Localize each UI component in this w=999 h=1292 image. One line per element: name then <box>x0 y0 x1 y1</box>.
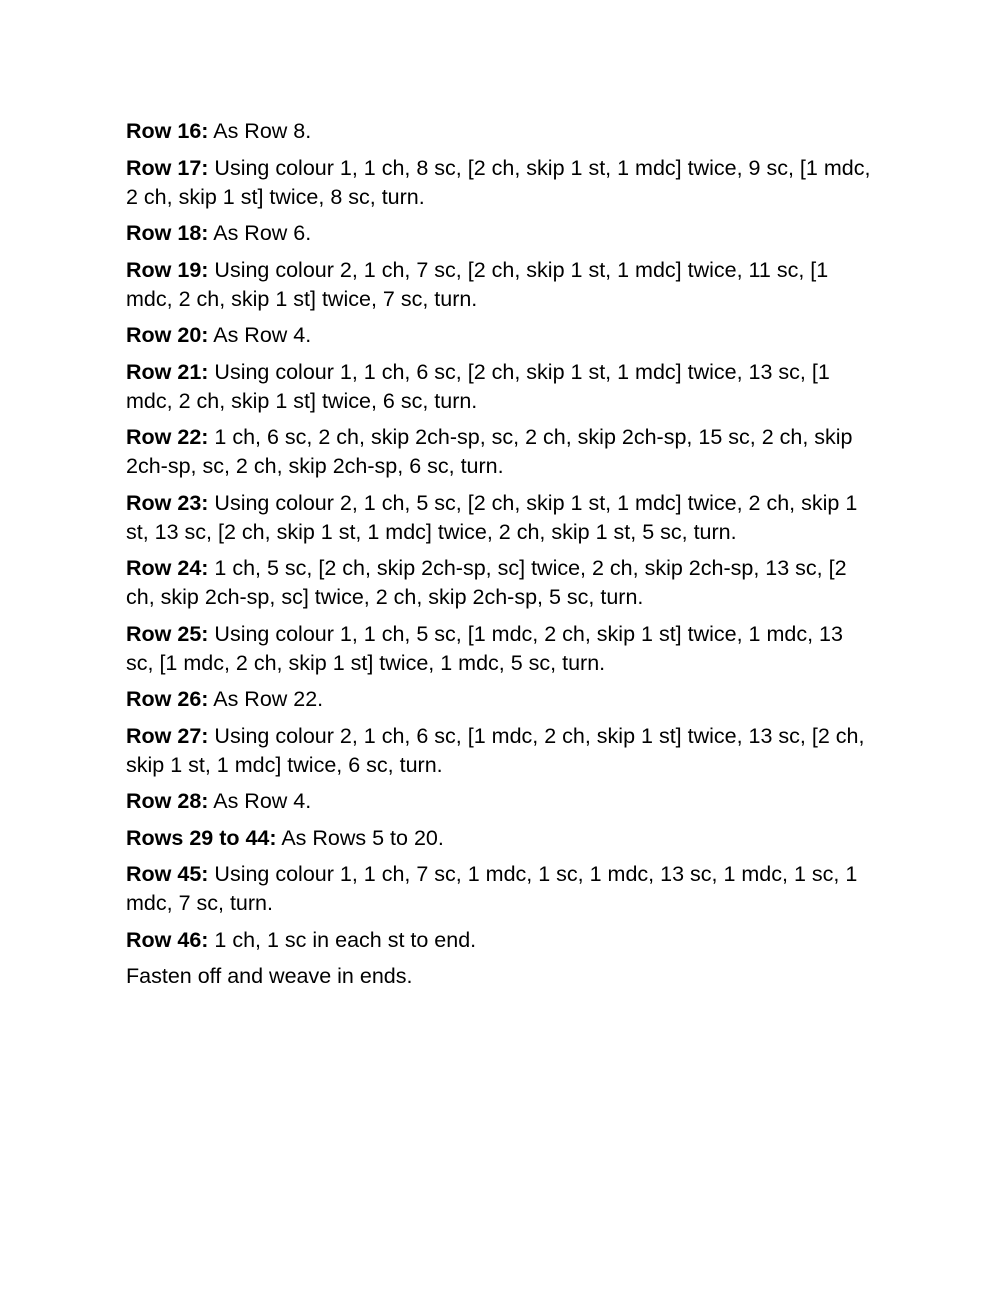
row-text: As Row 6. <box>208 221 312 245</box>
row-text: As Row 8. <box>208 119 312 143</box>
row-text: As Row 4. <box>208 789 312 813</box>
row-46-instruction <box>126 926 874 955</box>
row-label: Row 21: <box>126 359 209 384</box>
row-19-instruction <box>126 256 874 314</box>
row-label: Row 28: <box>126 789 209 813</box>
row-22-instruction <box>126 423 874 481</box>
row-text: 1 ch, 5 sc, [2 ch, skip 2ch-sp, sc] twice, 2 ch, skip 2ch-sp, 13 sc, [2 ch, skip 2ch-sp, sc] twice, 2 ch, skip 2ch-sp, 5 sc, turn. <box>126 556 847 609</box>
row-20-instruction <box>126 321 874 350</box>
row-23-instruction <box>126 489 874 547</box>
row-label: Row 24: <box>126 556 209 580</box>
row-text: 1 ch, 1 sc in each st to end. <box>208 927 477 952</box>
row-text: Using colour 1, 1 ch, 8 sc, [2 ch, skip 1 st, 1 mdc] twice, 9 sc, [1 mdc, 2 ch, skip 1 st] twice, 8 sc, turn. <box>126 155 871 209</box>
row-text: Using colour 1, 1 ch, 5 sc, [1 mdc, 2 ch, skip 1 st] twice, 1 mdc, 13 sc, [1 mdc, 2 ch, skip 1 st] twice, 1 mdc, 5 sc, turn. <box>126 621 843 675</box>
row-label: Row 46: <box>126 927 209 952</box>
closing-instruction: Fasten off and weave in ends. <box>126 964 413 988</box>
row-label: Row 23: <box>126 490 209 515</box>
row-text: As Rows 5 to 20. <box>276 825 444 850</box>
row-text: 1 ch, 6 sc, 2 ch, skip 2ch-sp, sc, 2 ch, skip 2ch-sp, 15 sc, 2 ch, skip 2ch-sp, sc, 2 ch, skip 2ch-sp, 6 sc, turn. <box>126 425 853 478</box>
rows-29-to-44-instruction <box>126 824 874 853</box>
row-label: Row 18: <box>126 221 209 245</box>
row-label: Row 19: <box>126 257 209 282</box>
row-label: Row 22: <box>126 425 209 449</box>
pattern-instructions <box>126 117 874 999</box>
row-26-instruction <box>126 685 874 714</box>
row-text: Using colour 2, 1 ch, 7 sc, [2 ch, skip 1 st, 1 mdc] twice, 11 sc, [1 mdc, 2 ch, skip 1 st] twice, 7 sc, turn. <box>126 257 829 311</box>
row-16-instruction <box>126 117 874 146</box>
row-27-instruction <box>126 722 874 780</box>
row-label: Rows 29 to 44: <box>126 825 277 850</box>
row-label: Row 16: <box>126 119 209 143</box>
row-21-instruction <box>126 358 874 416</box>
row-label: Row 25: <box>126 621 209 646</box>
row-17-instruction <box>126 154 874 212</box>
row-18-instruction <box>126 219 874 248</box>
row-label: Row 26: <box>126 687 209 711</box>
row-24-instruction <box>126 554 874 612</box>
row-text: As Row 22. <box>208 687 324 711</box>
row-label: Row 27: <box>126 723 209 748</box>
row-28-instruction <box>126 787 874 816</box>
row-text: As Row 4. <box>208 323 312 347</box>
row-label: Row 45: <box>126 862 209 886</box>
row-text: Using colour 1, 1 ch, 6 sc, [2 ch, skip 1 st, 1 mdc] twice, 13 sc, [1 mdc, 2 ch, skip 1 st] twice, 6 sc, turn. <box>126 359 830 413</box>
row-25-instruction <box>126 620 874 678</box>
row-text: Using colour 2, 1 ch, 6 sc, [1 mdc, 2 ch, skip 1 st] twice, 13 sc, [2 ch, skip 1 st, 1 mdc] twice, 6 sc, turn. <box>126 723 865 777</box>
row-text: Using colour 1, 1 ch, 7 sc, 1 mdc, 1 sc, 1 mdc, 13 sc, 1 mdc, 1 sc, 1 mdc, 7 sc, turn. <box>126 862 858 915</box>
row-label: Row 20: <box>126 323 209 347</box>
row-45-instruction <box>126 860 874 918</box>
row-text: Using colour 2, 1 ch, 5 sc, [2 ch, skip 1 st, 1 mdc] twice, 2 ch, skip 1 st, 13 sc, [2 ch, skip 1 st, 1 mdc] twice, 2 ch, skip 1 st, 5 sc, turn. <box>126 490 858 544</box>
row-label: Row 17: <box>126 155 209 180</box>
